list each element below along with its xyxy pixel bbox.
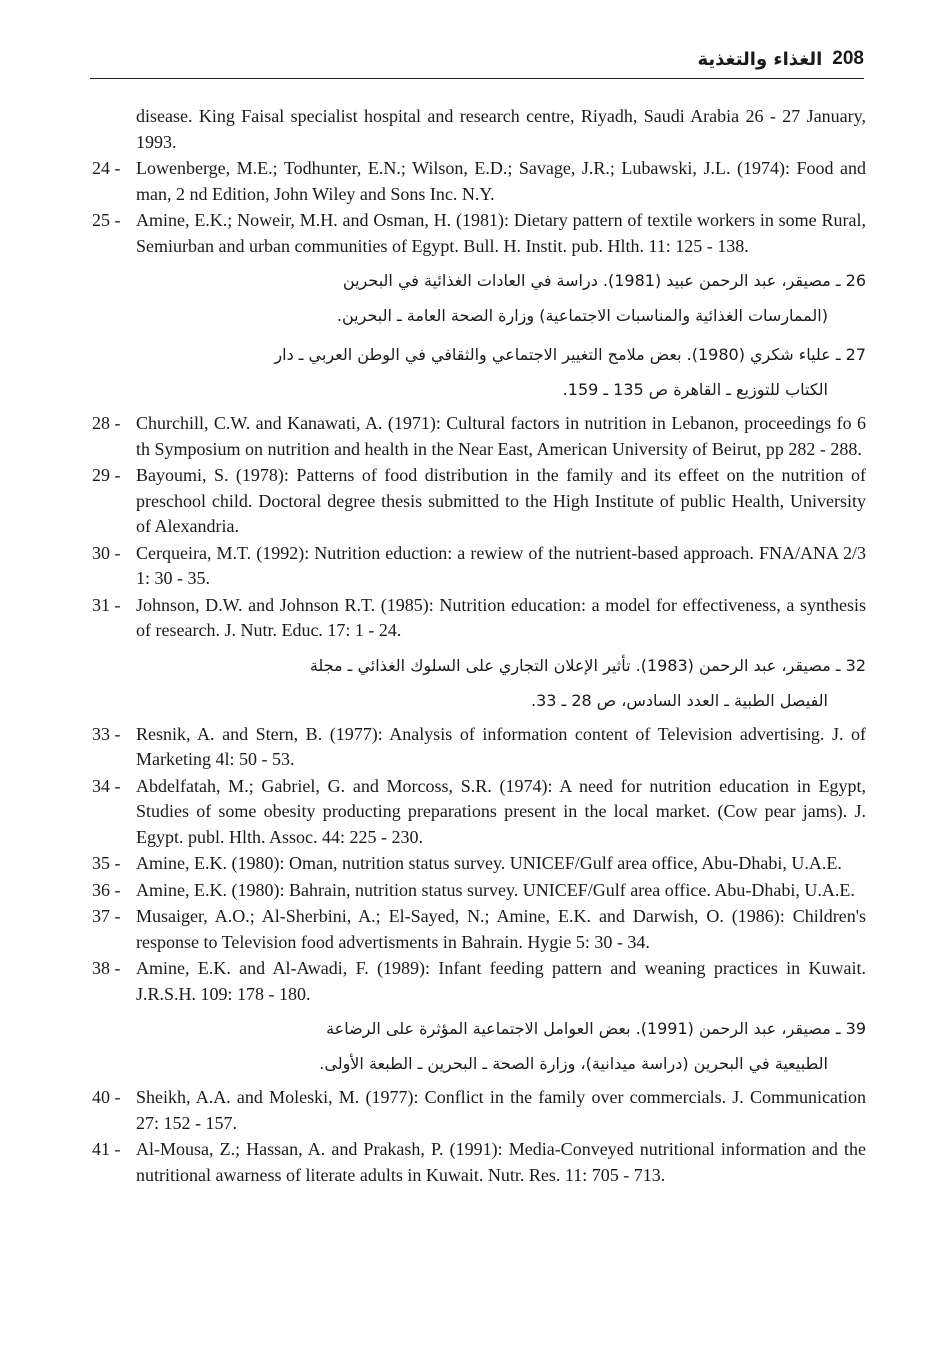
reference-item [92, 1137, 866, 1188]
reference-text: Musaiger, A.O.; Al-Sherbini, A.; El-Sayed, N.; Amine, E.K. and Darwish, O. (1986): Children's response to Television food advertisments in Bahrain. Hygie 5: 30 - 34. [136, 906, 866, 952]
reference-text: Al-Mousa, Z.; Hassan, A. and Prakash, P. (1991): Media-Conveyed nutritional information and the nutritional awarness of literate adults in Kuwait. Nutr. Res. 11: 705 - 713. [136, 1139, 866, 1185]
reference-number: 29 - [92, 465, 121, 485]
reference-item [92, 208, 866, 259]
reference-text: Amine, E.K.; Noweir, M.H. and Osman, H. (1981): Dietary pattern of textile workers in some Rural, Semiurban and urban communities of Egypt. Bull. H. Instit. pub. Hlth. 11: 125 - 138. [136, 210, 866, 256]
reference-item [92, 904, 866, 955]
reference-number: 28 - [92, 413, 121, 433]
reference-number: 37 - [92, 906, 121, 926]
reference-number: 33 - [92, 723, 121, 744]
reference-text: مصيقر، عبد الرحمن (1991). بعض العوامل الاجتماعية المؤثرة على الرضاعة [326, 1019, 831, 1038]
reference-number: 32 ـ [835, 655, 866, 675]
reference-item-arabic [92, 1011, 866, 1081]
reference-text-continued: (الممارسات الغذائية والمناسبات الاجتماعية) وزارة الصحة العامة ـ البحرين. [336, 306, 828, 325]
reference-number: 24 - [92, 158, 121, 178]
reference-item [92, 774, 866, 851]
reference-text: Lowenberge, M.E.; Todhunter, E.N.; Wilson, E.D.; Savage, J.R.; Lubawski, J.L. (1974): Food and man, 2 nd Edition, John Wiley and Sons Inc. N.Y. [136, 158, 866, 204]
reference-text: مصيقر، عبد الرحمن (1983). تأثير الإعلان التجاري على السلوك الغذائي ـ مجلة [309, 655, 831, 675]
reference-number: 27 ـ [835, 345, 866, 364]
reference-text: علياء شكري (1980). بعض ملامح التغيير الاجتماعي والثقافي في الوطن العربي ـ دار [274, 345, 831, 364]
reference-number: 30 - [92, 542, 121, 563]
reference-item [92, 463, 866, 540]
reference-text: Cerqueira, M.T. (1992): Nutrition eduction: a rewiew of the nutrient-based approach. FNA/ANA 2/3 1: 30 - 35. [136, 542, 866, 588]
reference-text: Amine, E.K. (1980): Bahrain, nutrition status survey. UNICEF/Gulf area office. Abu-Dhabi, U.A.E. [136, 879, 855, 900]
reference-item-arabic [92, 648, 866, 718]
reference-item-arabic [92, 337, 866, 407]
page-number: 208 [832, 48, 864, 69]
reference-text-continued: الطبيعية في البحرين (دراسة ميدانية)، وزارة الصحة ـ البحرين ـ الطبعة الأولى. [319, 1054, 828, 1073]
reference-number: 31 - [92, 594, 121, 615]
reference-item [92, 541, 866, 592]
running-title: الغذاء والتغذية [697, 48, 823, 70]
reference-text: Churchill, C.W. and Kanawati, A. (1971): Cultural factors in nutrition in Lebanon, proceedings fo 6 th Symposium on nutrition and health in the Near East, American University of Beirut, pp 282 - 288. [136, 413, 866, 459]
reference-text: Amine, E.K. and Al-Awadi, F. (1989): Infant feeding pattern and weaning practices in Kuwait. J.R.S.H. 109: 178 - 180. [136, 958, 866, 1004]
reference-item [92, 851, 866, 877]
reference-text: Abdelfatah, M.; Gabriel, G. and Morcoss, S.R. (1974): A need for nutrition education in Egypt, Studies of some obesity producting preparations present in the local market. (Cow pear jams). J. Egypt. publ. Hlth. Assoc. 44: 225 - 230. [136, 775, 866, 847]
reference-item-arabic [92, 263, 866, 333]
reference-item [92, 1085, 866, 1136]
reference-number: 41 - [92, 1139, 121, 1159]
reference-item [92, 411, 866, 462]
reference-number: 40 - [92, 1087, 121, 1107]
reference-text: Johnson, D.W. and Johnson R.T. (1985): Nutrition education: a model for effectiveness, a synthesis of research. J. Nutr. Educ. 17: 1 - 24. [136, 594, 866, 640]
reference-text: Resnik, A. and Stern, B. (1977): Analysis of information content of Television advertising. J. of Marketing 4l: 50 - 53. [136, 723, 866, 769]
reference-number: 26 ـ [835, 271, 866, 290]
reference-number: 38 - [92, 958, 121, 978]
reference-number: 34 - [92, 775, 121, 796]
reference-item [92, 156, 866, 207]
reference-item [92, 956, 866, 1007]
page-header [90, 40, 864, 79]
reference-number: 35 - [92, 853, 121, 873]
reference-number: 36 - [92, 879, 121, 900]
reference-text: disease. King Faisal specialist hospital and research centre, Riyadh, Saudi Arabia 26 - 27 January, 1993. [136, 106, 866, 152]
reference-text: مصيقر، عبد الرحمن عبيد (1981). دراسة في العادات الغذائية في البحرين [342, 271, 831, 290]
reference-text: Bayoumi, S. (1978): Patterns of food distribution in the family and its effeet on the nutrition of preschool child. Doctoral degree thesis submitted to the High Institute of public Health, University of Alexandria. [136, 465, 866, 536]
reference-number: 39 ـ [835, 1019, 866, 1038]
reference-item [92, 722, 866, 773]
reference-list [92, 104, 866, 1189]
reference-number: 25 - [92, 210, 121, 230]
reference-text: Amine, E.K. (1980): Oman, nutrition status survey. UNICEF/Gulf area office, Abu-Dhabi, U.A.E. [136, 853, 842, 873]
reference-item [92, 104, 866, 155]
reference-text-continued: الكتاب للتوزيع ـ القاهرة ص 135 ـ 159. [562, 380, 828, 399]
reference-text: Sheikh, A.A. and Moleski, M. (1977): Conflict in the family over commercials. J. Communication 27: 152 - 157. [136, 1087, 866, 1133]
reference-item [92, 593, 866, 644]
reference-text-continued: الفيصل الطبية ـ العدد السادس، ص 28 ـ 33. [531, 690, 828, 710]
reference-item [92, 878, 866, 904]
